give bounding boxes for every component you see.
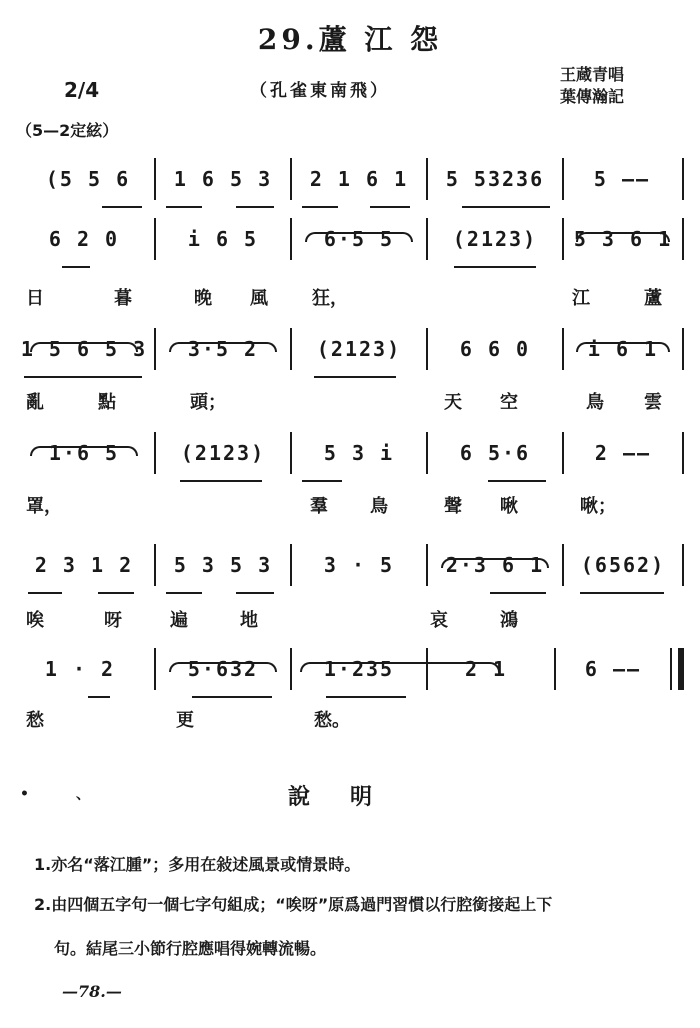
beam-line [88, 696, 110, 698]
lyric-syllable: 晚 [194, 288, 212, 309]
slur-mark [576, 232, 670, 242]
beam-line [326, 696, 406, 698]
lyric-syllable: 暮 [114, 288, 132, 309]
barline [682, 328, 684, 370]
barline [426, 432, 428, 474]
measure: 2 1 [464, 657, 508, 681]
beam-line [166, 206, 202, 208]
page-number: —78.— [62, 982, 122, 1001]
lyric-syllable: 罩， [26, 496, 62, 517]
barline [426, 544, 428, 586]
staff-row-3 [14, 320, 686, 380]
barline [290, 544, 292, 586]
barline [426, 648, 428, 690]
lyric-syllable: 地 [240, 610, 258, 631]
measure: (2123) [452, 227, 538, 251]
measure: (6562) [580, 553, 666, 577]
lyric-syllable: 啾； [580, 496, 616, 517]
tuning-note: （5—2定絃） [16, 121, 119, 140]
barline [154, 544, 156, 586]
beam-line [302, 480, 342, 482]
beam-line [580, 592, 664, 594]
singer-credit: 王蔵青唱 [560, 65, 625, 84]
measure: i 6 1 [567, 334, 679, 364]
lyric-syllable: 愁 [26, 710, 44, 731]
barline [562, 158, 564, 200]
beam-line [454, 266, 536, 268]
lyric-syllable: 更 [176, 710, 194, 731]
beam-line [488, 480, 546, 482]
slur-mark [30, 342, 138, 352]
lyric-row-6 [14, 706, 686, 732]
lyric-row-4 [14, 492, 686, 518]
song-subtitle: （孔雀東南飛） [250, 81, 390, 101]
heading-mark: • [20, 786, 29, 802]
lyric-syllable: 聲 [444, 496, 462, 517]
lyric-syllable: 風 [250, 288, 268, 309]
slur-mark [30, 446, 138, 456]
beam-line [192, 696, 272, 698]
barline [562, 328, 564, 370]
lyric-syllable: 愁。 [314, 710, 350, 731]
final-barline-thick [678, 648, 684, 690]
final-barline-thin [670, 648, 672, 690]
measure: 5·632 [159, 654, 287, 684]
lyric-syllable: 亂 [26, 392, 44, 413]
lyric-row-2 [14, 284, 686, 310]
barline [426, 158, 428, 200]
measure: i 6 5 [187, 227, 259, 251]
slur-mark [441, 558, 549, 568]
measure: 5 53236 [445, 167, 545, 191]
barline [562, 432, 564, 474]
measure: 6 2 0 [48, 227, 120, 251]
lyric-syllable: 狂， [312, 288, 348, 309]
heading-mark: 、 [76, 787, 90, 803]
lyric-row-5 [14, 606, 686, 632]
beam-line [180, 480, 262, 482]
measure: 2 3 1 2 [34, 553, 134, 577]
staff-row-1 [14, 150, 686, 210]
barline [562, 218, 564, 260]
measure: 2 1 6 1 [309, 167, 409, 191]
beam-line [490, 592, 546, 594]
measure: 1·235 [295, 654, 423, 684]
barline [154, 432, 156, 474]
beam-line [462, 206, 550, 208]
measure: (2123) [180, 441, 266, 465]
slur-mark [305, 232, 413, 242]
notes-heading: 說明 [287, 785, 412, 810]
measure: 5 3 i [323, 441, 395, 465]
measure: 1 · 2 [44, 657, 116, 681]
lyric-syllable: 日 [26, 288, 44, 309]
measure: 2·3 6 1 [431, 550, 559, 580]
barline [154, 158, 156, 200]
staff-row-6 [14, 640, 686, 700]
staff-row-4 [14, 424, 686, 484]
barline [426, 218, 428, 260]
beam-line [236, 206, 274, 208]
beam-line [102, 206, 142, 208]
barline [426, 328, 428, 370]
note-item-continuation: 句。結尾三小節行腔應唱得婉轉流暢。 [54, 939, 327, 958]
barline [682, 158, 684, 200]
lyric-syllable: 鴻 [500, 610, 518, 631]
lyric-syllable: 江 [572, 288, 590, 309]
lyric-syllable: 蘆 [644, 288, 662, 309]
song-title: 29.蘆 江 怨 [257, 23, 443, 56]
staff-row-2 [14, 210, 686, 270]
lyric-syllable: 鳥 [370, 496, 388, 517]
lyric-syllable: 鳥 [586, 392, 604, 413]
beam-line [236, 592, 274, 594]
measure: 1 5 6 5 3 [20, 337, 148, 361]
measure: 5 3 5 3 [173, 553, 273, 577]
measure: 3 · 5 [323, 553, 395, 577]
beam-line [314, 376, 396, 378]
barline [682, 432, 684, 474]
lyric-row-3 [14, 388, 686, 414]
barline [682, 218, 684, 260]
measure: 6·5 5 [295, 224, 423, 254]
note-item: 2.由四個五字句一個七字句組成；“唉呀”原爲過門習慣以行腔銜接起上下 [34, 895, 553, 914]
measure: 1·6 5 [20, 438, 148, 468]
lyric-syllable: 唉 [26, 610, 44, 631]
barline [682, 544, 684, 586]
barline [290, 648, 292, 690]
measure: (2123) [316, 337, 402, 361]
barline [554, 648, 556, 690]
beam-line [370, 206, 410, 208]
time-signature: 2/4 [64, 78, 100, 102]
lyric-syllable: 點 [98, 392, 116, 413]
slur-mark [169, 342, 277, 352]
slur-mark [169, 662, 277, 672]
lyric-syllable: 呀 [104, 610, 122, 631]
beam-line [302, 206, 338, 208]
staff-row-5 [14, 536, 686, 596]
lyric-syllable: 哀 [430, 610, 448, 631]
barline [154, 648, 156, 690]
measure: 5 3 6 1 [573, 227, 673, 251]
barline [154, 328, 156, 370]
lyric-syllable: 頭； [190, 392, 226, 413]
barline [290, 328, 292, 370]
barline [290, 158, 292, 200]
lyric-syllable: 天 [444, 392, 462, 413]
beam-line [28, 592, 62, 594]
measure: 2 —— [594, 441, 652, 465]
measure: 6 —— [584, 657, 642, 681]
beam-line [98, 592, 134, 594]
barline [290, 432, 292, 474]
slur-mark [576, 342, 670, 352]
barline [290, 218, 292, 260]
recorder-credit: 葉傳瀚記 [560, 87, 625, 106]
beam-line [62, 266, 90, 268]
lyric-syllable: 空 [500, 392, 518, 413]
note-item: 1.亦名“落江腫”；多用在敍述風景或情景時。 [34, 855, 361, 874]
beam-line [166, 592, 202, 594]
measure: 5 —— [593, 167, 651, 191]
lyric-syllable: 羣 [310, 496, 328, 517]
lyric-syllable: 遍 [170, 610, 188, 631]
lyric-syllable: 啾 [500, 496, 518, 517]
lyric-syllable: 雲 [644, 392, 662, 413]
measure: 3·5 2 [159, 334, 287, 364]
barline [154, 218, 156, 260]
barline [562, 544, 564, 586]
measure: 6 5·6 [459, 441, 531, 465]
measure: 6 6 0 [459, 337, 531, 361]
measure: 1 6 5 3 [173, 167, 273, 191]
measure: (5 5 6 [45, 167, 131, 191]
beam-line [24, 376, 142, 378]
